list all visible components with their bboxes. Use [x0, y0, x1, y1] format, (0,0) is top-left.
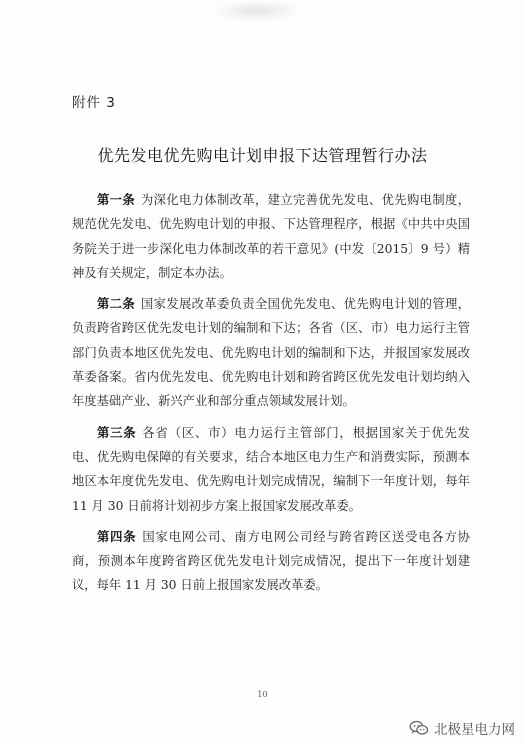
- scan-smudge: [212, 0, 302, 22]
- article-4: [72, 525, 470, 598]
- article-label: 第二条: [97, 297, 136, 312]
- article-text: 国家电网公司、南方电网公司经与跨省跨区送受电各方协商，预测本年度跨省跨区优先发电计划完成情况，提出下一年度计划建议，每年 11 月 30 日前上报国家发展改革委。: [72, 529, 470, 593]
- document-body: [72, 188, 470, 605]
- page-number: 10: [257, 690, 268, 699]
- article-label: 第一条: [97, 193, 136, 207]
- chat-bubbles-logo-icon: [409, 720, 429, 736]
- watermark-text: 北极星电力网: [434, 722, 515, 738]
- article-2: [72, 292, 470, 413]
- attachment-label: 附件 3: [72, 95, 116, 111]
- article-text: 各省（区、市）电力运行主管部门，根据国家关于优先发电、优先购电保障的有关要求，结合本地区电力生产和消费实际，预测本地区本年度优先发电、优先购电计划完成情况，编制下一年度计划，每年 11 月 30 日前将计划初步方案上报国家发展改革委。: [72, 425, 470, 513]
- article-3: [72, 421, 470, 518]
- article-label: 第三条: [97, 425, 137, 440]
- article-text: 为深化电力体制改革，建立完善优先发电、优先购电制度，规范优先发电、优先购电计划的申报、下达管理程序，根据《中共中央国务院关于进一步深化电力体制改革的若干意见》(中发〔2015〕9 号）精神及有关规定，制定本办法。: [72, 193, 470, 280]
- article-label: 第四条: [97, 529, 137, 544]
- article-1: [72, 188, 470, 285]
- watermark: [409, 718, 515, 738]
- document-title: 优先发电优先购电计划申报下达管理暂行办法: [97, 146, 428, 165]
- article-text: 国家发展改革委负责全国优先发电、优先购电计划的管理，负责跨省跨区优先发电计划的编制和下达；各省（区、市）电力运行主管部门负责本地区优先发电、优先购电计划的编制和下达，并报国家发展改革委备案。省内优先发电、优先购电计划和跨省跨区优先发电计划均纳入年度基础产业、新兴产业和部分重点领域发展计划。: [72, 297, 470, 409]
